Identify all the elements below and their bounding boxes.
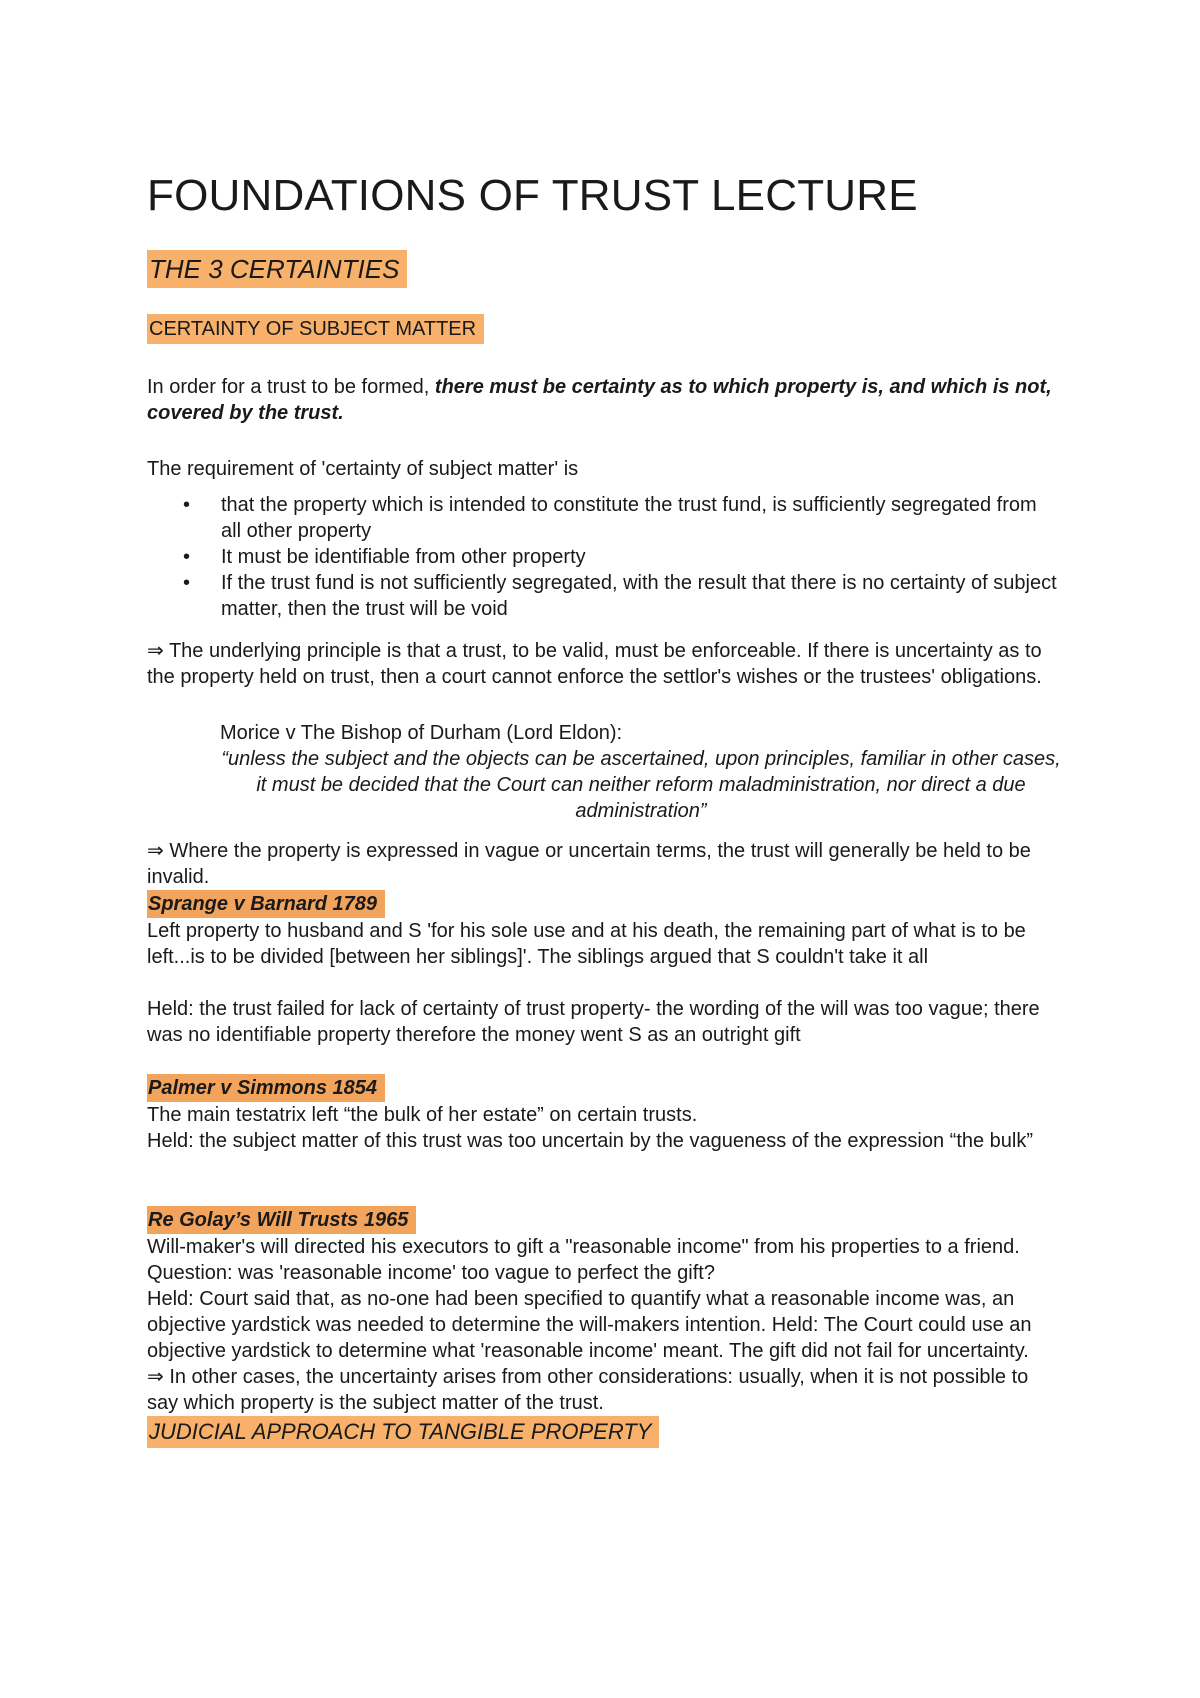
- case-facts: Left property to husband and S 'for his sole use and at his death, the remaining part of what is to be left...is to be divided [between her siblings]'. The siblings argued that S couldn't take it all: [147, 920, 1026, 968]
- case-quote-block: [147, 720, 1062, 824]
- section-heading: THE 3 CERTAINTIES: [147, 250, 407, 288]
- vague-terms-paragraph: ⇒ Where the property is expressed in vague or uncertain terms, the trust will generally be held to be invalid.: [147, 840, 1031, 888]
- requirement-list: [147, 492, 1062, 622]
- case-held: Held: the subject matter of this trust was too uncertain by the vagueness of the expression “the bulk”: [147, 1130, 1034, 1152]
- list-item: • It must be identifiable from other property: [147, 544, 1062, 570]
- next-section-heading: JUDICIAL APPROACH TO TANGIBLE PROPERTY: [147, 1416, 659, 1448]
- intro-paragraph: [147, 374, 1062, 426]
- case-palmer: [147, 1074, 1062, 1154]
- case-held: Held: the trust failed for lack of certainty of trust property- the wording of the will was too vague; there was no identifiable property therefore the money went S as an outright gift: [147, 998, 1040, 1046]
- case-sprange: [147, 890, 1062, 1048]
- list-item: • If the trust fund is not sufficiently segregated, with the result that there is no certainty of subject matter, then the trust will be void: [147, 570, 1062, 622]
- list-item: • that the property which is intended to constitute the trust fund, is sufficiently segregated from all other property: [147, 492, 1062, 544]
- intro-plain-text: In order for a trust to be formed,: [147, 376, 435, 398]
- case-held: Held: Court said that, as no-one had been specified to quantify what a reasonable income was, an objective yardstick was needed to determine the will-makers intention. Held: The Court could use an objective yardstick to determine what 'reasonable income' meant. The gift did not fail for uncertainty.: [147, 1288, 1032, 1362]
- principle-paragraph: ⇒ The underlying principle is that a trust, to be valid, must be enforceable. If there is uncertainty as to the property held on trust, then a court cannot enforce the settlor's wishes or the trustees' obligations.: [147, 640, 1042, 688]
- case-name: Re Golay’s Will Trusts 1965: [147, 1206, 416, 1234]
- case-golay: [147, 1206, 1062, 1416]
- intro-emphasis-text: there must be certainty as to which property is, and which is not, covered by the trust.: [147, 376, 1052, 424]
- quote-citation: Morice v The Bishop of Durham (Lord Eldon):: [220, 722, 623, 744]
- page-title: FOUNDATIONS OF TRUST LECTURE: [147, 171, 918, 220]
- case-name: Sprange v Barnard 1789: [147, 890, 385, 918]
- subsection-heading: CERTAINTY OF SUBJECT MATTER: [147, 314, 484, 344]
- case-note: ⇒ In other cases, the uncertainty arises from other considerations: usually, when it is not possible to say which property is the subject matter of the trust.: [147, 1366, 1029, 1414]
- case-quote: “unless the subject and the objects can be ascertained, upon principles, familiar in other cases, it must be decided that the Court can neither reform maladministration, nor direct a due administration”: [221, 748, 1061, 822]
- requirement-lead: The requirement of 'certainty of subject matter' is: [147, 458, 579, 480]
- case-name: Palmer v Simmons 1854: [147, 1074, 385, 1102]
- case-facts: The main testatrix left “the bulk of her estate” on certain trusts.: [147, 1104, 698, 1126]
- case-facts: Will-maker's will directed his executors to gift a "reasonable income" from his properties to a friend. Question: was 'reasonable income' too vague to perfect the gift?: [147, 1236, 1020, 1284]
- document-body: [147, 168, 1062, 1448]
